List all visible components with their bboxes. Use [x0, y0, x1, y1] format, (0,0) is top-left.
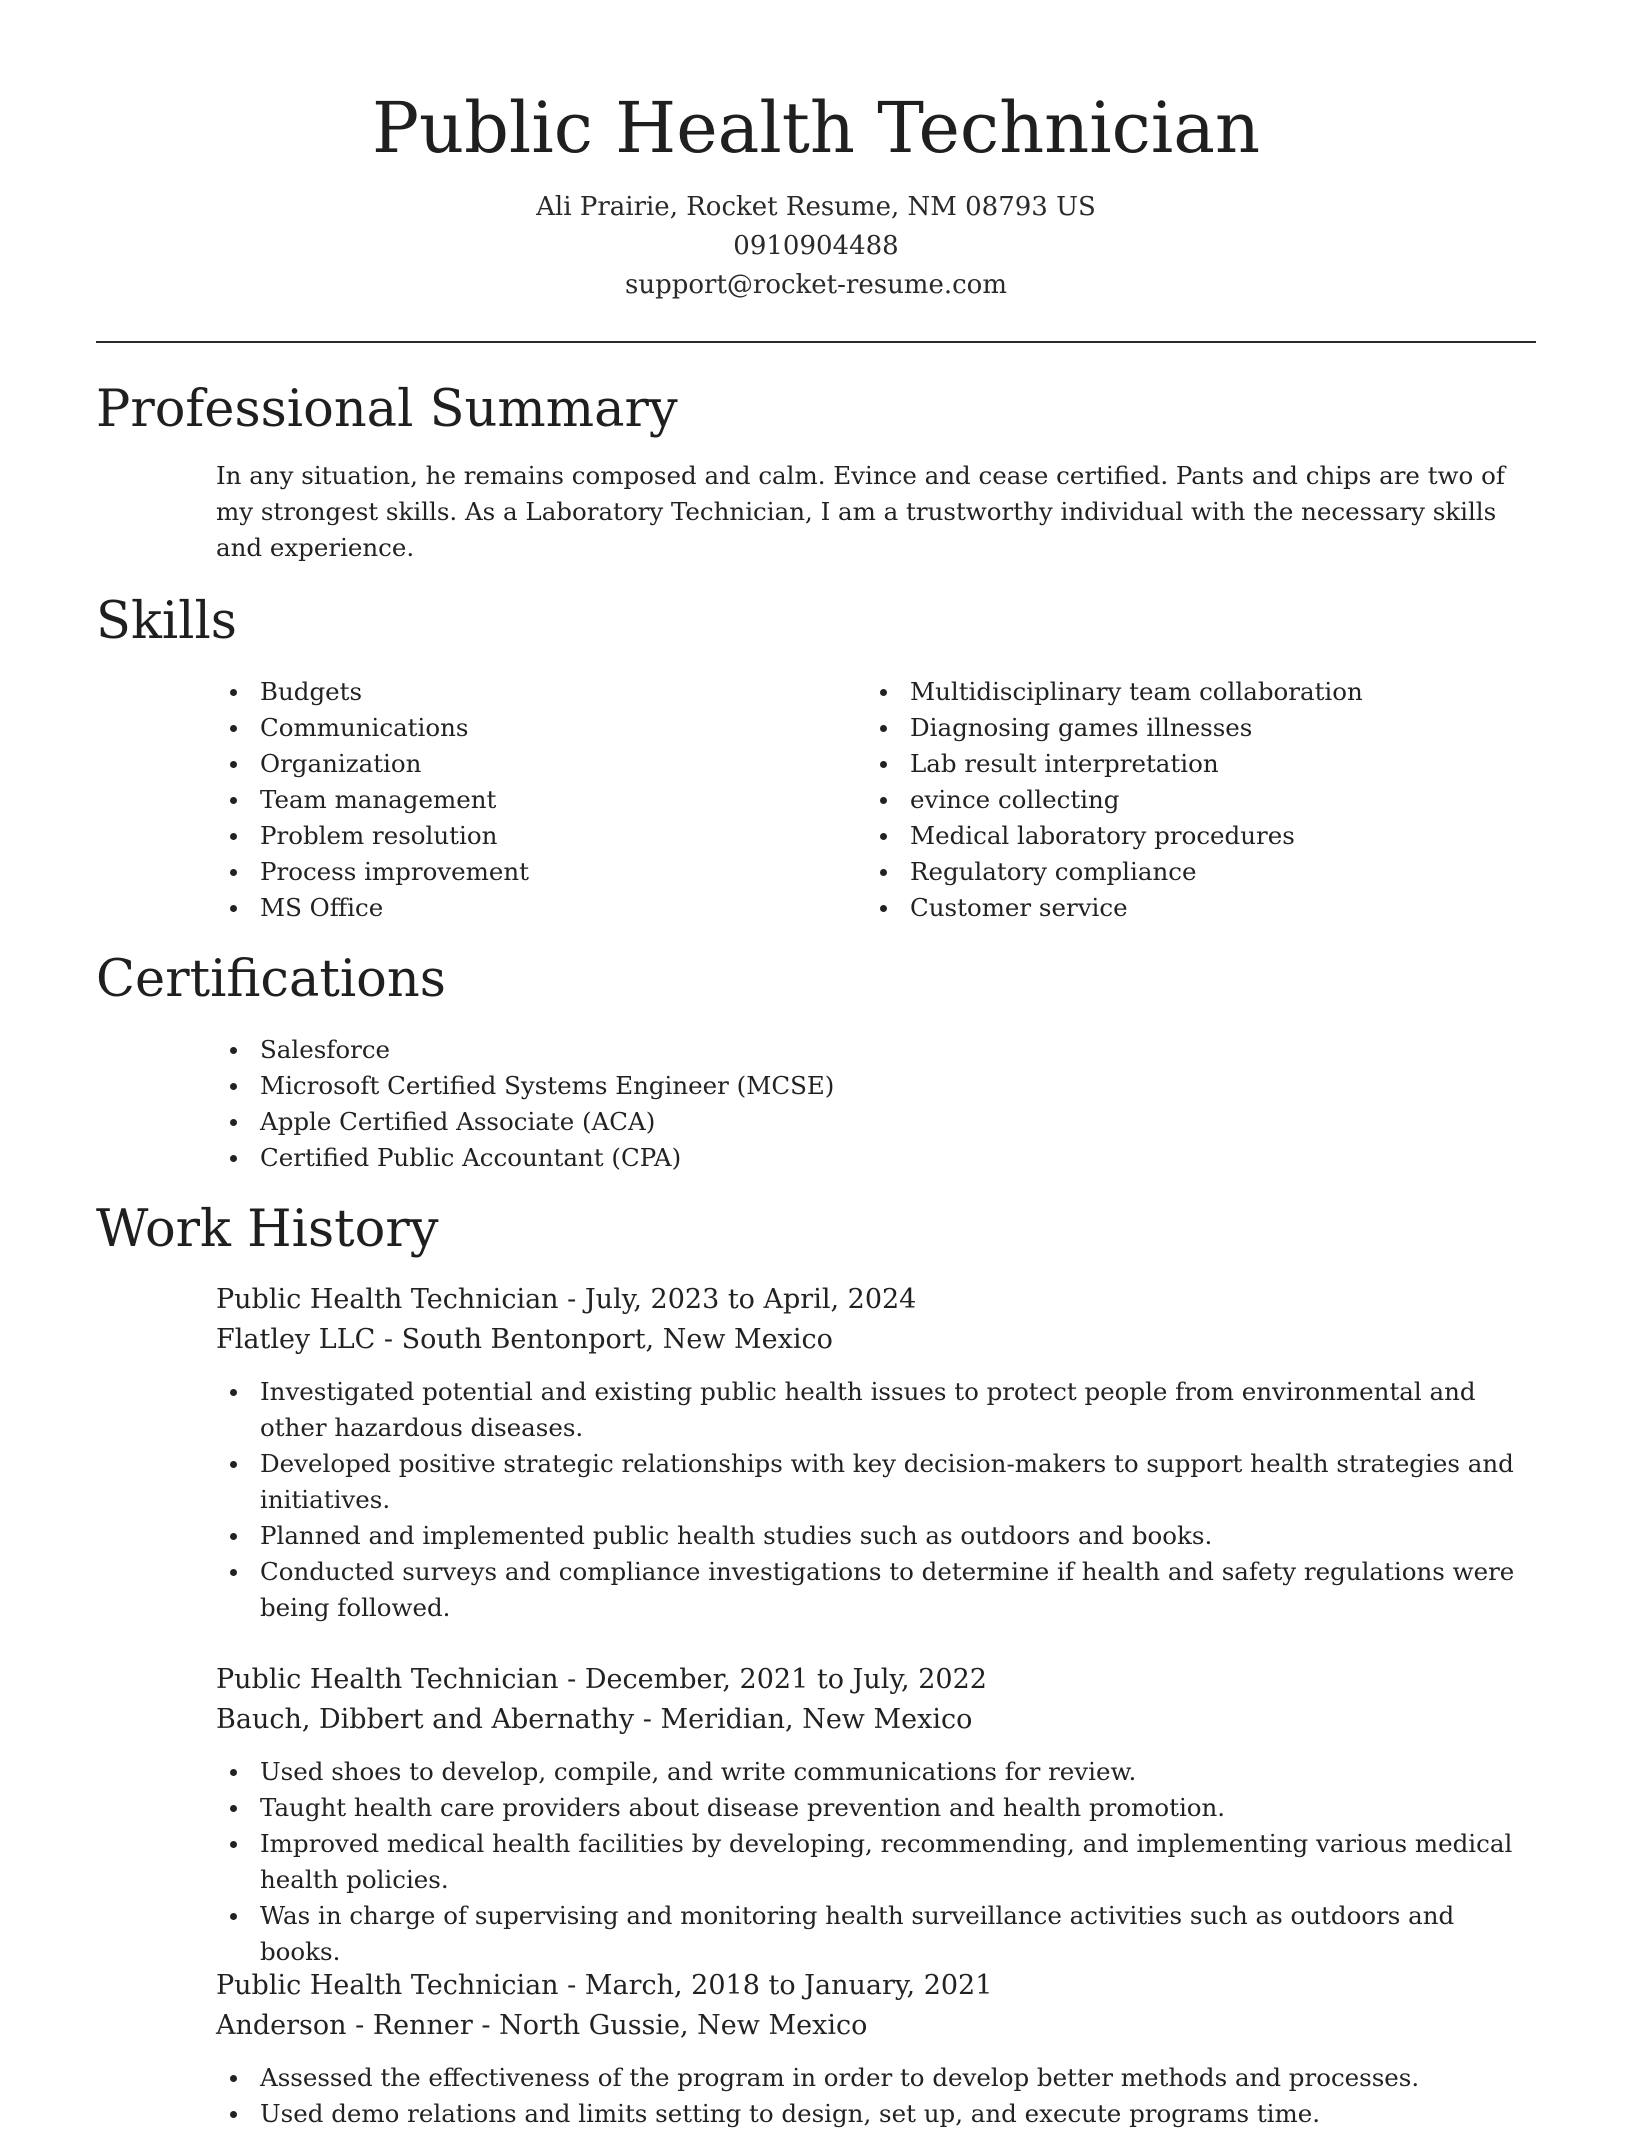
contact-info	[0, 188, 1632, 305]
skill-item: Diagnosing games illnesses	[866, 710, 1526, 746]
job-company-line: Flatley LLC - South Bentonport, New Mexico	[216, 1324, 833, 1355]
candidate-name: Public Health Technician	[371, 87, 1261, 169]
skill-item: Lab result interpretation	[866, 746, 1526, 782]
contact-address: Ali Prairie, Rocket Resume, NM 08793 US	[536, 192, 1096, 222]
skill-item: Regulatory compliance	[866, 854, 1526, 890]
job-title-line: Public Health Technician - July, 2023 to April, 2024	[216, 1284, 917, 1315]
certification-item: Apple Certified Associate (ACA)	[216, 1104, 1536, 1140]
job-title-line: Public Health Technician - December, 2021 to July, 2022	[216, 1664, 987, 1695]
skills-list-right	[866, 674, 1526, 926]
job-position: Public Health Technician	[216, 1664, 559, 1695]
header-divider	[96, 341, 1536, 343]
job-location: North Gussie, New Mexico	[499, 2010, 868, 2041]
skill-item: Budgets	[216, 674, 816, 710]
resume-header	[0, 80, 1632, 305]
job-bullet: Assessed the effectiveness of the program in order to develop better methods and processes.	[216, 2060, 1536, 2096]
skill-item: Multidisciplinary team collaboration	[866, 674, 1526, 710]
section-title-skills: Skills	[96, 592, 237, 651]
job-position: Public Health Technician	[216, 1970, 559, 2001]
job-bullet: Conducted surveys and compliance investigations to determine if health and safety regulations were being followed.	[216, 1554, 1536, 1626]
contact-email: support@rocket-resume.com	[624, 270, 1007, 300]
job-company-line: Bauch, Dibbert and Abernathy - Meridian, New Mexico	[216, 1704, 973, 1735]
job-bullets	[216, 1754, 1536, 1970]
job-location: Meridian, New Mexico	[660, 1704, 973, 1735]
job-bullets	[216, 1374, 1536, 1626]
job-bullet: Taught health care providers about disease prevention and health promotion.	[216, 1790, 1536, 1826]
skill-item: Problem resolution	[216, 818, 816, 854]
job-company: Bauch, Dibbert and Abernathy	[216, 1704, 635, 1735]
skill-item: Medical laboratory procedures	[866, 818, 1526, 854]
skill-item: evince collecting	[866, 782, 1526, 818]
contact-phone: 0910904488	[733, 231, 899, 261]
job-position: Public Health Technician	[216, 1284, 559, 1315]
job-bullet: Used shoes to develop, compile, and write communications for review.	[216, 1754, 1536, 1790]
job-entry	[216, 1280, 1536, 1626]
job-bullets	[216, 2060, 1536, 2132]
skill-item: Team management	[216, 782, 816, 818]
job-company-line: Anderson - Renner - North Gussie, New Mexico	[216, 2010, 868, 2041]
job-dates: December, 2021 to July, 2022	[584, 1664, 987, 1695]
job-bullet: Used demo relations and limits setting to design, set up, and execute programs time.	[216, 2096, 1536, 2132]
job-entry	[216, 1966, 1536, 2132]
section-title-certifications: Certifications	[96, 950, 446, 1009]
job-bullet: Investigated potential and existing public health issues to protect people from environmental and other hazardous diseases.	[216, 1374, 1536, 1446]
job-location: South Bentonport, New Mexico	[401, 1324, 833, 1355]
job-bullet: Improved medical health facilities by developing, recommending, and implementing various medical health policies.	[216, 1826, 1536, 1898]
job-title-line: Public Health Technician - March, 2018 to January, 2021	[216, 1970, 993, 2001]
certifications-list	[216, 1032, 1536, 1176]
certification-item: Salesforce	[216, 1032, 1536, 1068]
certification-item: Certified Public Accountant (CPA)	[216, 1140, 1536, 1176]
job-bullet: Developed positive strategic relationships with key decision-makers to support health strategies and initiatives.	[216, 1446, 1536, 1518]
job-company: Anderson - Renner	[216, 2010, 473, 2041]
skill-item: Communications	[216, 710, 816, 746]
job-bullet: Was in charge of supervising and monitoring health surveillance activities such as outdoors and books.	[216, 1898, 1536, 1970]
skill-item: MS Office	[216, 890, 816, 926]
job-dates: July, 2023 to April, 2024	[584, 1284, 917, 1315]
section-title-work-history: Work History	[96, 1200, 439, 1259]
job-company: Flatley LLC	[216, 1324, 376, 1355]
certification-item: Microsoft Certified Systems Engineer (MCSE)	[216, 1068, 1536, 1104]
skill-item: Customer service	[866, 890, 1526, 926]
skill-item: Organization	[216, 746, 816, 782]
job-dates: March, 2018 to January, 2021	[584, 1970, 993, 2001]
job-bullet: Planned and implemented public health studies such as outdoors and books.	[216, 1518, 1536, 1554]
section-title-summary: Professional Summary	[96, 380, 678, 439]
summary-text: In any situation, he remains composed and calm. Evince and cease certified. Pants and chips are two of my strongest skills. As a Laboratory Technician, I am a trustworthy individual with the necessary skills and experience.	[216, 461, 1505, 562]
skills-list-left	[216, 674, 816, 926]
job-entry	[216, 1660, 1536, 1970]
skill-item: Process improvement	[216, 854, 816, 890]
